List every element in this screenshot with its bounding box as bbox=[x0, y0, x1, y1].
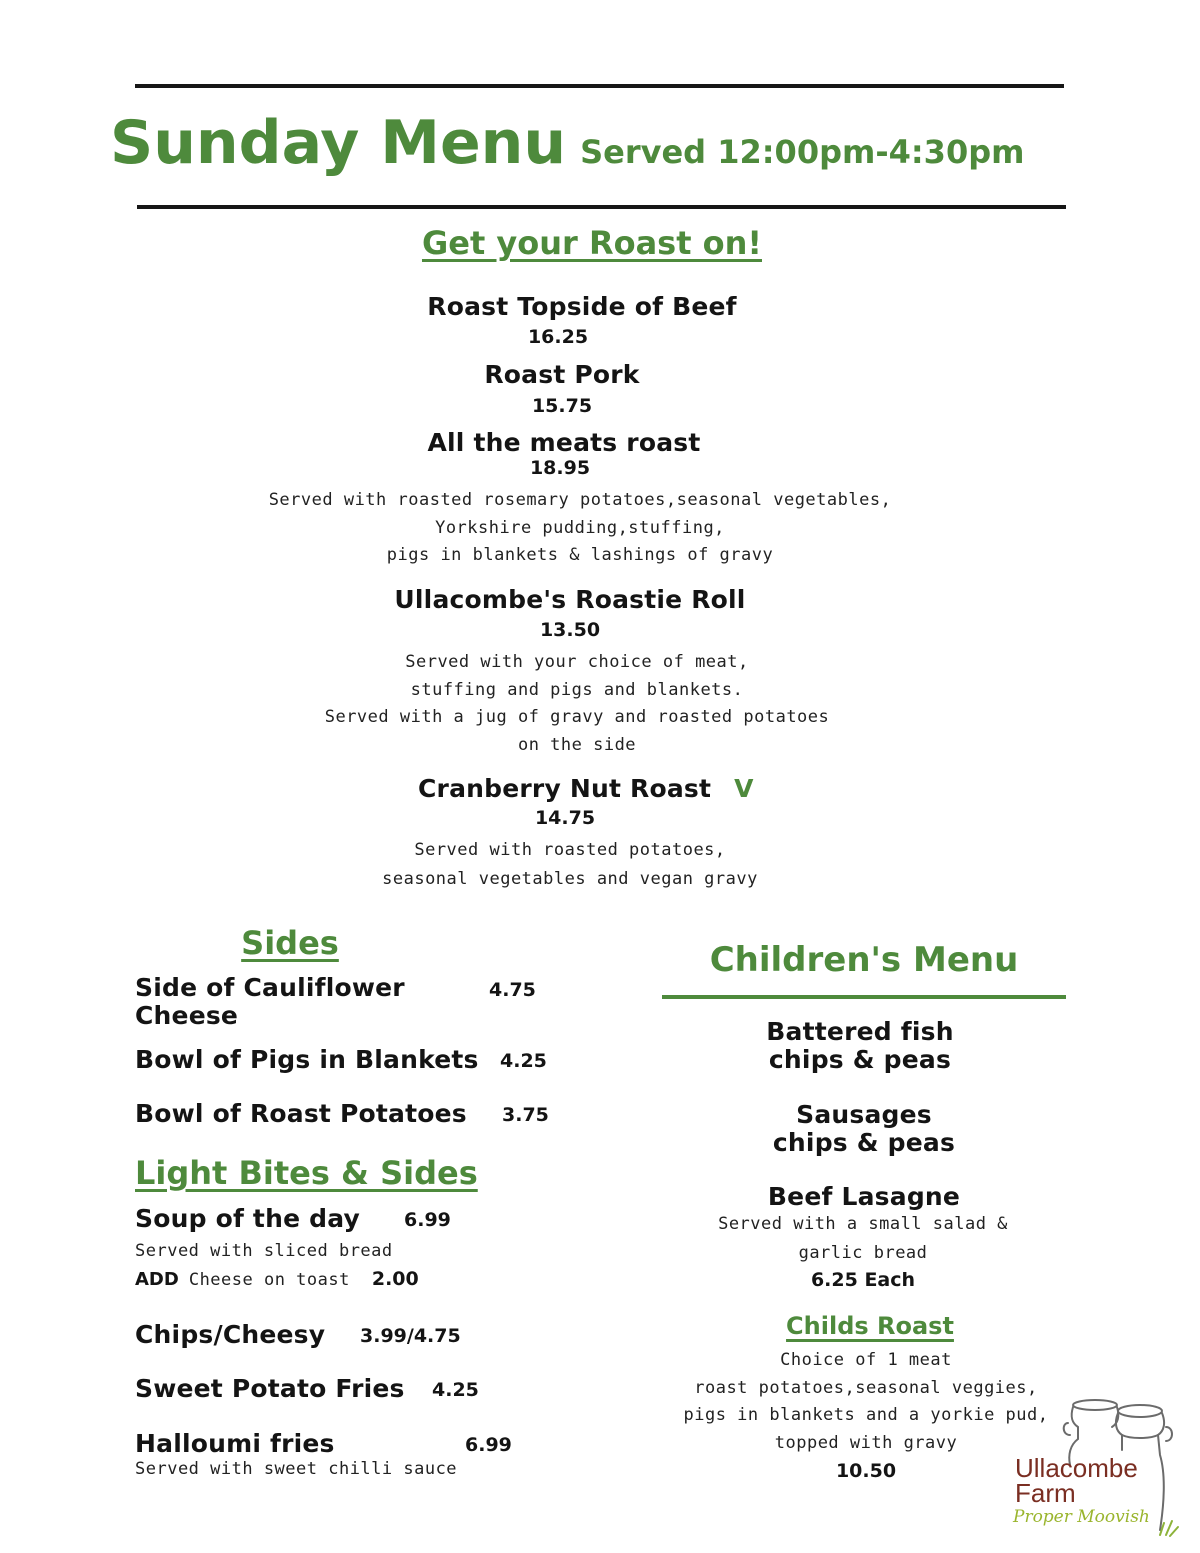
roastie-roll-price: 13.50 bbox=[539, 619, 601, 641]
nut-roast-desc-line: Served with roasted potatoes, bbox=[414, 840, 726, 860]
soup-desc: Served with sliced bread bbox=[135, 1241, 393, 1261]
light-bites-heading: Light Bites & Sides bbox=[135, 1154, 478, 1192]
nut-roast-name-row bbox=[418, 774, 818, 803]
logo-tagline: Proper Moovish bbox=[1013, 1507, 1150, 1527]
roast-item-pork-name: Roast Pork bbox=[484, 360, 640, 389]
logo-name-line1: Ullacombe bbox=[1015, 1453, 1138, 1483]
sides-heading: Sides bbox=[241, 924, 339, 962]
roast-served-with bbox=[230, 487, 930, 570]
farm-logo bbox=[1010, 1395, 1190, 1545]
childs-roast-desc-line: pigs in blankets and a yorkie pud, bbox=[683, 1405, 1049, 1425]
top-rule bbox=[135, 84, 1064, 88]
soup-add-text: Cheese on toast bbox=[188, 1270, 350, 1290]
side-pigs-name: Bowl of Pigs in Blankets bbox=[135, 1045, 479, 1074]
page-title: Sunday Menu bbox=[110, 108, 567, 178]
roast-item-pork-price: 15.75 bbox=[531, 395, 593, 417]
header-bottom-rule bbox=[137, 205, 1066, 209]
halloumi-name: Halloumi fries bbox=[135, 1429, 335, 1458]
kids-lasagne-desc bbox=[663, 1210, 1063, 1268]
kids-lasagne-name: Beef Lasagne bbox=[767, 1182, 961, 1211]
kids-fish-line1: Battered fish bbox=[766, 1017, 954, 1046]
kids-lasagne-desc-line: Served with a small salad & bbox=[718, 1214, 1008, 1234]
childs-roast-desc-line: topped with gravy bbox=[774, 1432, 958, 1453]
halloumi-desc: Served with sweet chilli sauce bbox=[135, 1459, 458, 1479]
roast-item-beef-price: 16.25 bbox=[527, 326, 589, 348]
childs-roast-desc bbox=[666, 1347, 1066, 1457]
chips-price: 3.99/4.75 bbox=[360, 1325, 461, 1347]
soup-add-row bbox=[135, 1268, 419, 1290]
kids-sausages bbox=[664, 1101, 1064, 1157]
sweet-potato-price: 4.25 bbox=[432, 1379, 479, 1401]
roast-item-all-meats-price: 18.95 bbox=[529, 457, 591, 479]
roast-item-all-meats-name: All the meats roast bbox=[427, 428, 701, 457]
menu-header bbox=[110, 108, 1110, 178]
roastie-roll-name: Ullacombe's Roastie Roll bbox=[394, 585, 746, 614]
childrens-rule bbox=[662, 995, 1066, 999]
roastie-roll-desc-line: on the side bbox=[517, 734, 637, 755]
chips-name: Chips/Cheesy bbox=[135, 1320, 326, 1349]
side-cauliflower-price: 4.75 bbox=[489, 979, 536, 1001]
childs-roast-heading: Childs Roast bbox=[786, 1312, 954, 1340]
soup-name: Soup of the day bbox=[135, 1204, 361, 1233]
kids-lasagne-price: 6.25 Each bbox=[810, 1269, 916, 1291]
childrens-heading: Children's Menu bbox=[709, 940, 1019, 980]
side-potatoes-price: 3.75 bbox=[502, 1104, 549, 1126]
sweet-potato-name: Sweet Potato Fries bbox=[135, 1374, 405, 1403]
nut-roast-name: Cranberry Nut Roast bbox=[418, 774, 712, 803]
serving-hours: Served 12:00pm-4:30pm bbox=[580, 133, 1025, 171]
side-cauliflower-line1: Side of Cauliflower bbox=[135, 973, 405, 1002]
roastie-roll-desc-line: Served with a jug of gravy and roasted potatoes bbox=[324, 707, 830, 727]
side-pigs-price: 4.25 bbox=[500, 1050, 547, 1072]
roastie-roll-desc-line: Served with your choice of meat, bbox=[405, 652, 749, 672]
roast-heading: Get your Roast on! bbox=[421, 224, 762, 262]
roastie-roll-desc-line: stuffing and pigs and blankets. bbox=[410, 679, 744, 700]
roastie-roll-desc bbox=[272, 649, 882, 759]
kids-lasagne-desc-line: garlic bread bbox=[798, 1243, 928, 1263]
roast-item-beef-name: Roast Topside of Beef bbox=[427, 292, 737, 321]
halloumi-price: 6.99 bbox=[465, 1434, 512, 1456]
kids-sausages-line1: Sausages bbox=[796, 1100, 932, 1129]
side-potatoes-name: Bowl of Roast Potatoes bbox=[135, 1099, 467, 1128]
side-cauliflower-name bbox=[135, 974, 465, 1030]
roast-served-with-line: pigs in blankets & lashings of gravy bbox=[386, 545, 774, 565]
childs-roast-price: 10.50 bbox=[835, 1460, 897, 1482]
childs-roast-desc-line: roast potatoes,seasonal veggies, bbox=[694, 1377, 1038, 1398]
soup-add-price: 2.00 bbox=[371, 1268, 419, 1290]
side-cauliflower-line2: Cheese bbox=[135, 1001, 239, 1030]
vegan-badge: V bbox=[734, 774, 754, 803]
roast-served-with-line: Yorkshire pudding,stuffing, bbox=[435, 517, 725, 538]
nut-roast-desc-line: seasonal vegetables and vegan gravy bbox=[382, 869, 758, 889]
soup-add-label: ADD bbox=[135, 1269, 179, 1290]
kids-sausages-line2: chips & peas bbox=[772, 1128, 956, 1157]
childs-roast-desc-line: Choice of 1 meat bbox=[780, 1350, 952, 1370]
roast-served-with-line: Served with roasted rosemary potatoes,seasonal vegetables, bbox=[268, 490, 892, 510]
nut-roast-desc bbox=[320, 836, 820, 894]
logo-name-line2: Farm bbox=[1015, 1478, 1076, 1508]
kids-fish bbox=[660, 1018, 1060, 1074]
kids-fish-line2: chips & peas bbox=[768, 1045, 952, 1074]
nut-roast-price: 14.75 bbox=[534, 807, 596, 829]
soup-price: 6.99 bbox=[404, 1209, 451, 1231]
